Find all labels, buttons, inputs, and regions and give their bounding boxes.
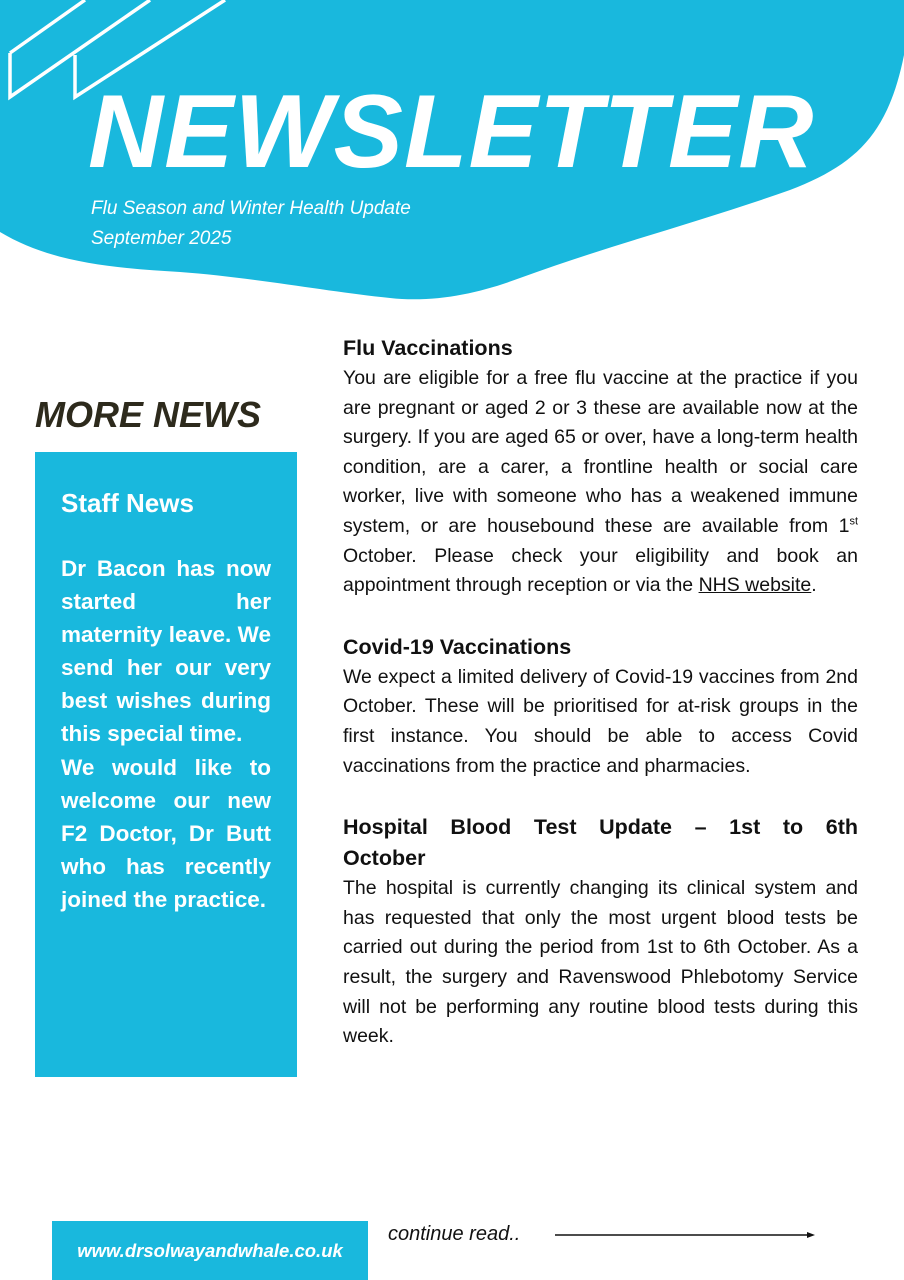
arrow-right-icon <box>555 1227 817 1243</box>
staff-news-paragraph: Dr Bacon has now started her maternity leave. We send her our very best wishes during this special time. <box>61 556 271 747</box>
article-body: The hospital is currently changing its clinical system and has requested that only the most urgent blood tests be carried out during the period from 1st to 6th October. As a result, the surgery and Ravenswood Phlebotomy Service will not be performing any routine blood tests during this week. <box>343 877 858 1048</box>
article-covid-vaccinations <box>343 632 858 781</box>
article-heading: Covid-19 Vaccinations <box>343 634 572 659</box>
article-heading-continued: October <box>343 846 426 871</box>
staff-news-box <box>35 452 297 1077</box>
nhs-website-link[interactable]: NHS website <box>698 574 812 597</box>
staff-news-title: Staff News <box>61 488 194 518</box>
main-articles <box>343 333 858 1052</box>
article-flu-vaccinations <box>343 333 858 601</box>
newsletter-date: September 2025 <box>91 228 232 249</box>
staff-news-paragraph: We would like to welcome our new F2 Doctor, Dr Butt who has recently joined the practice. <box>61 754 271 912</box>
article-body: We expect a limited delivery of Covid-19 vaccines from 2nd October. These will be prioritised for at-risk groups in the first instance. You should be able to access Covid vaccinations from the practice and pharmacies. <box>343 665 858 777</box>
article-body <box>343 364 858 601</box>
website-link[interactable]: www.drsolwayandwhale.co.uk <box>52 1221 368 1280</box>
continue-reading-link[interactable]: continue read.. <box>388 1223 521 1245</box>
article-blood-test-update <box>343 812 858 1052</box>
more-news-heading: MORE NEWS <box>35 394 262 435</box>
ordinal-superscript: st <box>849 515 858 528</box>
newsletter-title: NEWSLETTER <box>88 74 815 190</box>
article-heading: Hospital Blood Test Update – 1st to 6th <box>343 815 858 840</box>
article-heading: Flu Vaccinations <box>343 336 513 360</box>
article-text: October. Please check your eligibility and book an appointment through reception or via the <box>343 544 858 597</box>
article-text: . <box>811 574 817 597</box>
newsletter-subtitle: Flu Season and Winter Health Update <box>91 198 411 219</box>
article-text: You are eligible for a free flu vaccine at the practice if you are pregnant or aged 2 or 3 these are available now at the surgery. If you are aged 65 or over, have a long-term health condition, are a carer, a frontline health or social care worker, live with someone who has a weakened immune system, or are housebound these are available from 1 <box>343 367 858 537</box>
